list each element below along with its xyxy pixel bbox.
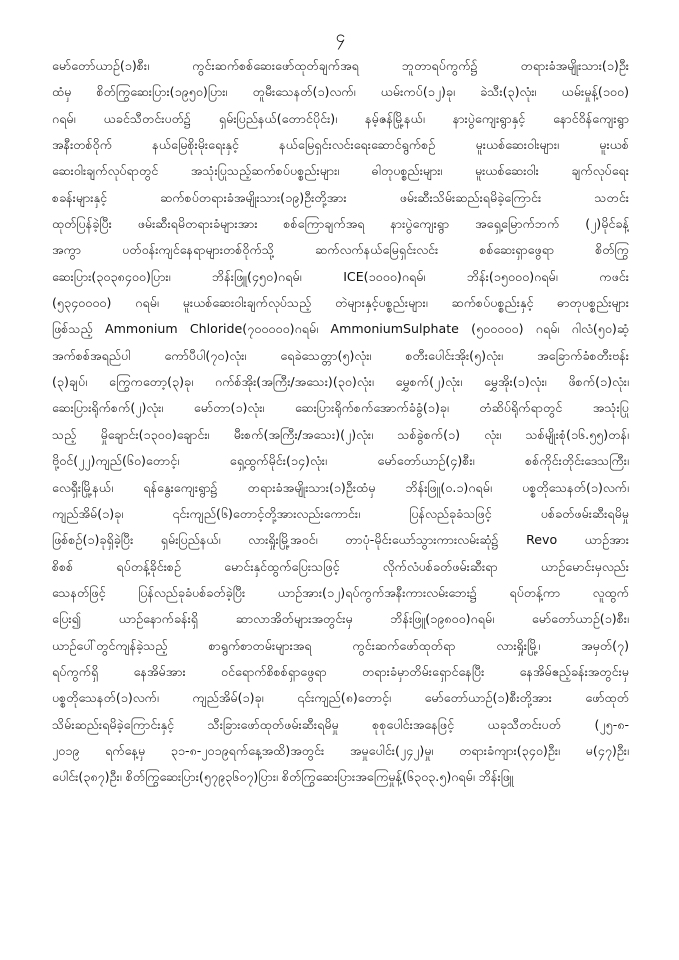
text-line: ပေါင်း(၃၈၇)ဦး၊ စိတ်ကြွဆေးပြား(၅၇၉၃၆၀၇)ပြား၊ စိတ်ကြွဆေးပြားအကြေမှုန့်(၆၃၀၃.၅)ဂရမ်၊ ဘိန်းဖြူ [52,769,514,785]
text-line: ဆေးဝါးချက်လုပ်ရာတွင် အသုံးပြုသည့်ဆက်စပ်ပစ္စည်းများ၊ ဓါတုပစ္စည်းများ၊ မူးယစ်ဆေးဝါး ချက်လုပ်ရေး [52,163,629,179]
text-line: ထုတ်ပြန်ခဲ့ပြီး ဖမ်းဆီးရမိတရားခံများအား စစ်ကြောချက်အရ နားပွဲကျေးရွာ အရှေ့မြောက်ဘက် (၂)မိုင်ခန့် [52,216,629,232]
text-line: ဆေးပြားရိုက်စက်(၂)လုံး၊ မော်တာ(၁)လုံး၊ ဆေးပြားရိုက်စက်အောက်ခံခွံ(၁)ခု၊ တံဆိပ်ရိုက်ရာတွင် အသုံးပြု [52,400,629,416]
text-line: ယာဉ်ပေါ်တွင်ကျန်ခဲ့သည့် စာရွက်စာတမ်းများအရ ကွင်းဆက်ဖော်ထုတ်ရာ လားရှိုးမြို့၊ အမှတ်(၇) [52,637,629,653]
text-line: အက်စစ်အရည်ပါ ကော်ပီပါ(၇၀)လုံး၊ ရေခဲသေတ္တာ(၅)လုံး၊ စတီးပေါင်းအိုး(၅)လုံး၊ အခြောက်ခံစတီးဗန်း [52,347,629,363]
text-line: ဖြစ်သည့် Ammonium Chloride(၇၀၀၀၀၀)ဂရမ်၊ AmmoniumSulphate (၅၀၀၀၀၀) ဂရမ်၊ ဂါလံ(၅၀)ဆံ့ [52,321,629,337]
text-line: ပြေး၍ ယာဉ်နောက်ခန်းရှိ ဆာလာအိတ်များအတွင်းမှ ဘိန်းဖြူ(၁၉၈၀၀)ဂရမ်၊ မော်တော်ယာဉ်(၁)စီး၊ [52,611,629,627]
text-line: (၅၃၄၀၀၀၀) ဂရမ်၊ မူးယစ်ဆေးဝါးချက်လုပ်သည့် တဲများနှင့်ပစ္စည်းများ၊ ဆက်စပ်ပစ္စည်းနှင့် ဓာတုပစ္စည်းများ [52,295,629,311]
text-line: ဆေးပြား(၃၀၃၈၄၀၀)ပြား၊ ဘိန်းဖြူ(၄၅၀)ဂရမ်၊ ICE(၁၀၀၀)ဂရမ်၊ ဘိန်း(၁၅၀၀၀)ဂရမ်၊ ကဖင်း [52,268,629,284]
text-line: ရပ်ကွက်ရှိ နေအိမ်အား ဝင်ရောက်စိစစ်ရှာဖွေရာ တရားခံမှာတိမ်းရှောင်နေပြီး နေအိမ်ဧည့်ခန်းအတွင်းမှ [52,663,629,679]
text-line: သိမ်းဆည်းရမိခဲ့ကြောင်းနှင့် သီးခြားဖော်ထုတ်ဖမ်းဆီးရမိမှု စုစုပေါင်းအနေဖြင့် ယခုသီတင်းပတ် (၂၅-၈- [52,716,629,732]
text-line: ကျည်အိမ်(၁)ခု၊ ၎င်းကျည်(၆)တောင့်တို့အားလည်းကောင်း၊ ပြန်လည်ခုခံသဖြင့် ပစ်ခတ်ဖမ်းဆီးရမိမှု [52,505,629,521]
page-number: ၄ [335,27,346,47]
text-line: ဂရမ်၊ ယခင်သီတင်းပတ်၌ ရှမ်းပြည်နယ်(တောင်ပိုင်း)၊ နမ့်ဇန်မြို့နယ်၊ နားပွဲကျေးရွာနှင့် နောင်ဝိန်ကျေးရွာ [52,110,629,126]
text-line: မော်တော်ယာဉ်(၁)စီး၊ ကွင်းဆက်စစ်ဆေးဖော်ထုတ်ချက်အရ ဘူတာရပ်ကွက်၌ တရားခံအမျိုးသား(၁)ဦး [52,58,629,73]
text-line: ထံမှ စိတ်ကြွဆေးပြား(၁၉၅၀)ပြား၊ တူမီးသေနတ်(၁)လက်၊ ယမ်းကပ်(၁၂)ခု၊ ခဲသီး(၃)လုံး၊ ယမ်းမှုန့်(၁၀၀) [52,84,629,100]
text-line: ၂၀၁၉ ရက်နေ့မှ ၃၁-၈-၂၀၁၉ရက်နေ့အထိ)အတွင်း အမှုပေါင်း(၂၄၂)မှု၊ တရားခံကျား(၃၄၀)ဦး၊ မ(၄၇)ဦး၊ [52,742,629,758]
text-line: အကွာ ပတ်ဝန်းကျင်နေရာများတစ်ဝိုက်သို့ ဆက်လက်နယ်မြေရှင်းလင်း စစ်ဆေးရှာဖွေရာ စိတ်ကြွ [52,242,629,258]
text-line: စိစစ် ရပ်တန့်ခိုင်းစဉ် မောင်းနှင်ထွက်ပြေးသဖြင့် လိုက်လံပစ်ခတ်ဖမ်းဆီးရာ ယာဉ်မောင်းမှလည်း [52,558,629,574]
text-line: သည့် မှိုချောင်း(၁၃၀၀)ချောင်း၊ မီးစက်(အကြီး/အသေး)(၂)လုံး၊ သစ်ခွဲစက်(၁) လုံး၊ သစ်မျိုးစုံ(၁၆.၅၅)တန်၊ [52,426,629,442]
text-line: (၃)ချပ်၊ ကြွေကတော့(၃)ခု၊ ဂက်စ်အိုး(အကြီး/အသေး)(၃၀)လုံး၊ မွှေစက်(၂)လုံး၊ မွှေအိုး(၁)လုံး၊ ဖိစက်(၁)လုံး၊ [52,374,629,390]
body-paragraph [52,53,629,791]
text-line: သေနတ်ဖြင့် ပြန်လည်ခုခံပစ်ခတ်ခဲ့ပြီး ယာဉ်အား(၁၂)ရပ်ကွက်အနီးကားလမ်းဘေး၌ ရပ်တန့်ကာ လူထွက် [52,584,629,600]
text-line: လေရှီးမြို့နယ်၊ ရန်နွေးကျေးရွာ၌ တရားခံအမျိုးသား(၁)ဦးထံမှ ဘိန်းဖြူ(၀.၁)ဂရမ်၊ ပစ္စတိုသေနတ်(၁)လက်၊ [52,479,629,495]
text-line: အနီးတစ်ဝိုက် နယ်မြေစိုးမိုးရေးနှင့် နယ်မြေရှင်းလင်းရေးဆောင်ရွက်စဉ် မူးယစ်ဆေးဝါးများ၊ မူးယစ် [52,137,629,153]
text-line: ပစ္စတိုသေနတ်(၁)လက်၊ ကျည်အိမ်(၁)ခု၊ ၎င်းကျည်(၈)တောင့်၊ မော်တော်ယာဉ်(၁)စီးတို့အား ဖော်ထုတ် [52,690,629,706]
text-line: စခန်းများနှင့် ဆက်စပ်တရားခံအမျိုးသား(၁၉)ဦးတို့အား ဖမ်းဆီးသိမ်းဆည်းရမိခဲ့ကြောင်း သတင်း [52,189,629,205]
text-line: ဗို့ဝင်(၂၂)ကျည်(၆၀)တောင့်၊ ရှေ့ထွက်မိုင်း(၁၄)လုံး၊ မော်တော်ယာဉ်(၄)စီး၊ စစ်ကိုင်းတိုင်းဒေသကြီး၊ [52,453,629,469]
text-line: ဖြစ်စဉ်(၁)ခုရှိခဲ့ပြီး ရှမ်းပြည်နယ်၊ လားရှိုးမြို့အဝင်၊ တာပုံ-မိုင်းယော်သွားကားလမ်းဆုံ၌ Revo ယာဉ်အား [52,532,629,548]
